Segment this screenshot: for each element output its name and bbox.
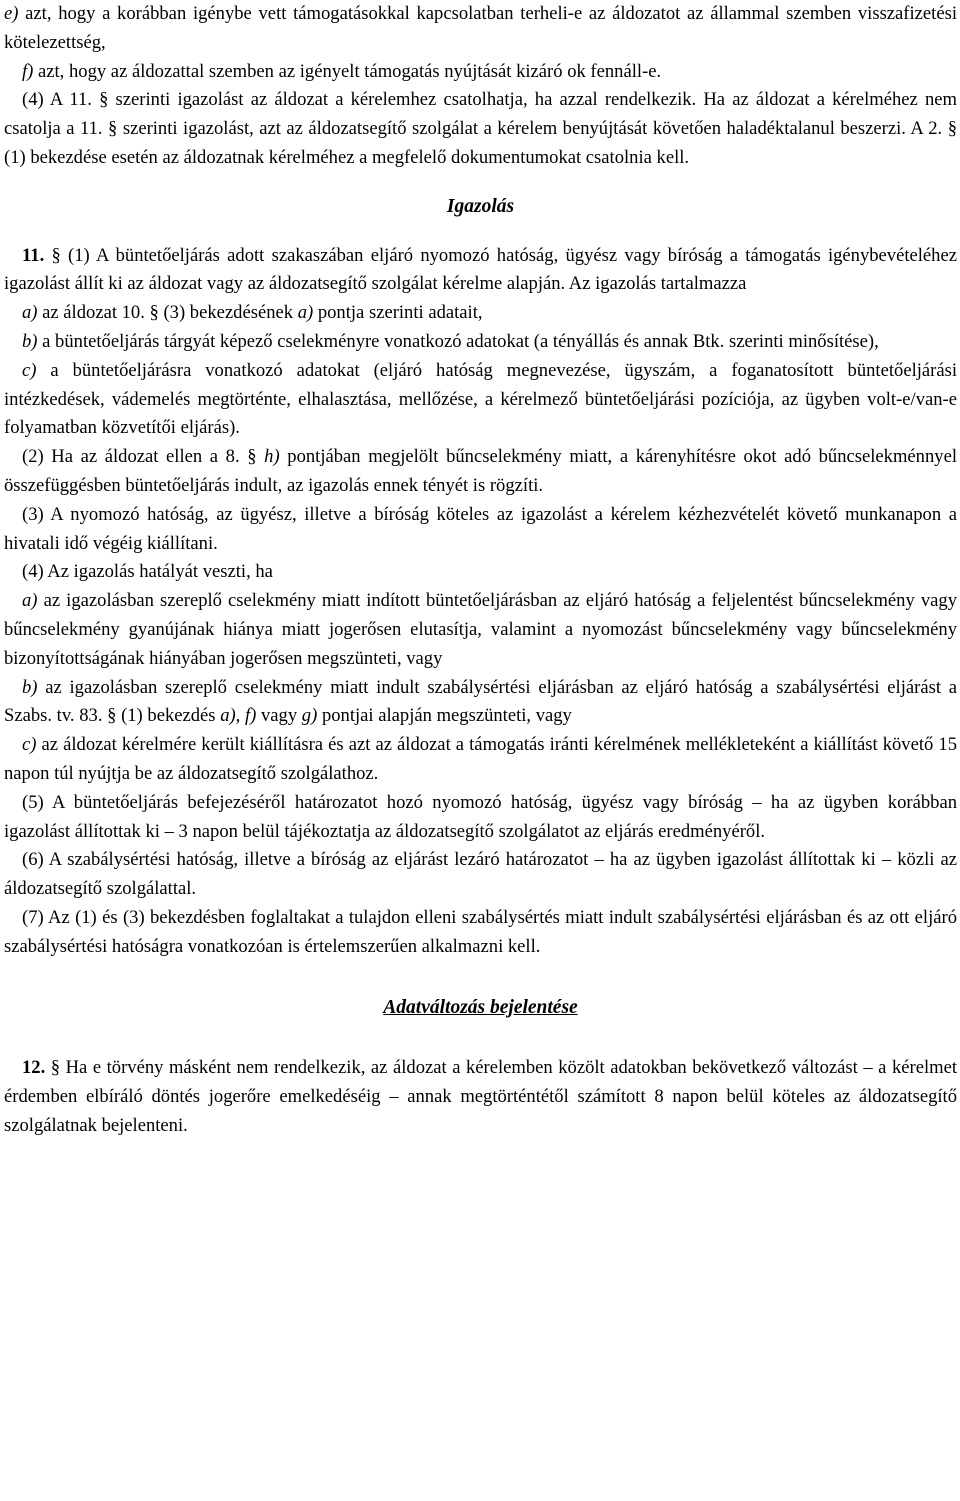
section-11-point-b — [4, 328, 957, 357]
section-12-number: 12. — [22, 1057, 46, 1079]
section-11-point-a — [4, 299, 957, 328]
section-12 — [4, 1054, 957, 1140]
p4-point-c-label: c) — [22, 734, 37, 756]
point-f-text: azt, hogy az áldozattal szemben az igényelt támogatás nyújtását kizáró ok fennáll-e. — [33, 60, 662, 82]
p4-point-a-label: a) — [22, 590, 38, 612]
point-f-label: f) — [22, 60, 34, 82]
p4-point-b-ref-1: a), f) — [220, 705, 257, 727]
p4-point-c-text: az áldozat kérelmére került kiállításra és azt az áldozat a támogatás iránti kérelmének mellékleteként a kiállítást követő 15 napon túl nyújtja be az áldozatsegítő szolgálathoz. — [4, 734, 957, 784]
section-11-p4-point-b — [4, 674, 957, 732]
section-11-paragraph-3: (3) A nyomozó hatóság, az ügyész, illetve a bíróság köteles az igazolást a kérelem kézhezvételét követő munkanapon a hivatali idő végéig kiállítani. — [4, 503, 957, 554]
p4-point-a-text: az igazolásban szereplő cselekmény miatt indított büntetőeljárásban az eljáró hatóság a feljelentést bűncselekmény vagy bűncselekmény gyanújának hiánya miatt jogerősen elutasítja, valamint a nyomozást bűncselekmény vagy bűncselekmény bizonyítottságának hiányában jogerősen megszünteti, vagy — [4, 590, 957, 669]
p4-point-b-text-3: pontjai alapján megszünteti, vagy — [317, 705, 572, 727]
section-11-paragraph-6: (6) A szabálysértési hatóság, illetve a bíróság az eljárást lezáró határozatot – ha az ügyben igazolást állítottak ki – közli az áldozatsegítő szolgálattal. — [4, 849, 957, 900]
point-c-text: a büntetőeljárásra vonatkozó adatokat (eljáró hatóság megnevezése, ügyszám, a foganatosított büntetőeljárási intézkedések, vádemelés megtörténte, elhalasztása, mellőzése, a kérelmező büntetőeljárási pozíciója, az ügyben volt-e/van-e folyamatban közvetítői eljárás). — [4, 359, 957, 439]
heading-adatvaltozas: Adatváltozás bejelentése — [383, 996, 578, 1018]
section-11-paragraph-2 — [4, 443, 957, 501]
section-11-paragraph-5: (5) A büntetőeljárás befejezéséről határozatot hozó nyomozó hatóság, ügyész vagy bíróság – ha az ügyben korábban igazolást állítottak ki – 3 napon belül tájékoztatja az áldozatsegítő szolgálatot az eljárás eredményéről. — [4, 791, 957, 842]
point-f — [4, 58, 957, 87]
p4-point-b-text-1: az igazolásban szereplő cselekmény miatt indult szabálysértési eljárásban az eljáró hatóság a szabálysértési eljárást a Szabs. tv. 83. § (1) bekezdés — [4, 676, 957, 727]
point-a-ref-label: a) — [297, 302, 314, 324]
point-e-label: e) — [4, 3, 19, 24]
point-c-label: c) — [22, 359, 37, 381]
point-a-text-2: pontja szerinti adatait, — [313, 302, 483, 324]
point-b-label: b) — [22, 330, 38, 352]
section-11-paragraph-7: (7) Az (1) és (3) bekezdésben foglaltakat a tulajdon elleni szabálysértés miatt indult szabálysértési eljárásban és az ott eljáró szabálysértési hatóságra vonatkozóan is értelemszerűen alkalmazni kell. — [4, 906, 957, 957]
section-11-number: 11. — [22, 244, 45, 266]
section-10-paragraph-4: (4) A 11. § szerinti igazolást az áldozat a kérelemhez csatolhatja, ha azzal rendelkezik. Ha az áldozat a kérelméhez nem csatolja a 11. § szerinti igazolást, azt az áldozatsegítő szolgálat a kérelem benyújtását követően haladéktalanul beszerzi. A 2. § (1) bekezdése esetén az áldozatnak kérelméhez a megfelelő dokumentumokat csatolnia kell. — [4, 89, 957, 168]
point-b-text: a büntetőeljárás tárgyát képező cselekményre vonatkozó adatokat (a tényállás és annak Btk. szerinti minősítése), — [37, 330, 879, 352]
section-11-point-c — [4, 357, 957, 443]
p4-point-b-label: b) — [22, 676, 38, 698]
section-11-p4-point-a — [4, 587, 957, 673]
heading-igazolas: Igazolás — [446, 195, 515, 217]
p2-text-2: pontjában megjelölt bűncselekmény miatt, a kárenyhítésre okot adó bűncselekménnyel összefüggésben büntetőeljárás indult, az igazolás ennek tényét is rögzíti. — [4, 446, 957, 496]
point-a-label: a) — [22, 302, 38, 324]
section-11-paragraph-4: (4) Az igazolás hatályát veszti, ha — [22, 561, 273, 583]
section-11-paragraph-1 — [4, 242, 957, 300]
point-e — [4, 0, 957, 58]
p4-point-b-ref-2: g) — [301, 705, 318, 727]
p2-ref-label: h) — [264, 446, 280, 468]
p2-text-1: (2) Ha az áldozat ellen a 8. § — [22, 446, 265, 468]
point-e-text: azt, hogy a korábban igénybe vett támogatásokkal kapcsolatban terheli-e az áldozatot az állammal szemben visszafizetési kötelezettség, — [4, 3, 957, 53]
section-11-p1-text: § (1) A büntetőeljárás adott szakaszában eljáró nyomozó hatóság, ügyész vagy bíróság a támogatás igénybevételéhez igazolást állít ki az áldozat vagy az áldozatsegítő szolgálat kérelme alapján. Az igazolás tartalmazza — [4, 244, 957, 295]
point-a-text-1: az áldozat 10. § (3) bekezdésének — [37, 302, 298, 324]
section-11-p4-point-c — [4, 731, 957, 789]
section-12-text: § Ha e törvény másként nem rendelkezik, az áldozat a kérelemben közölt adatokban bekövetkező változást – a kérelmet érdemben elbíráló döntés jogerőre emelkedéséig – annak megtörténtétől számított 8 napon belül köteles az áldozatsegítő szolgálatnak bejelenteni. — [4, 1057, 957, 1136]
p4-point-b-text-2: vagy — [256, 705, 302, 727]
